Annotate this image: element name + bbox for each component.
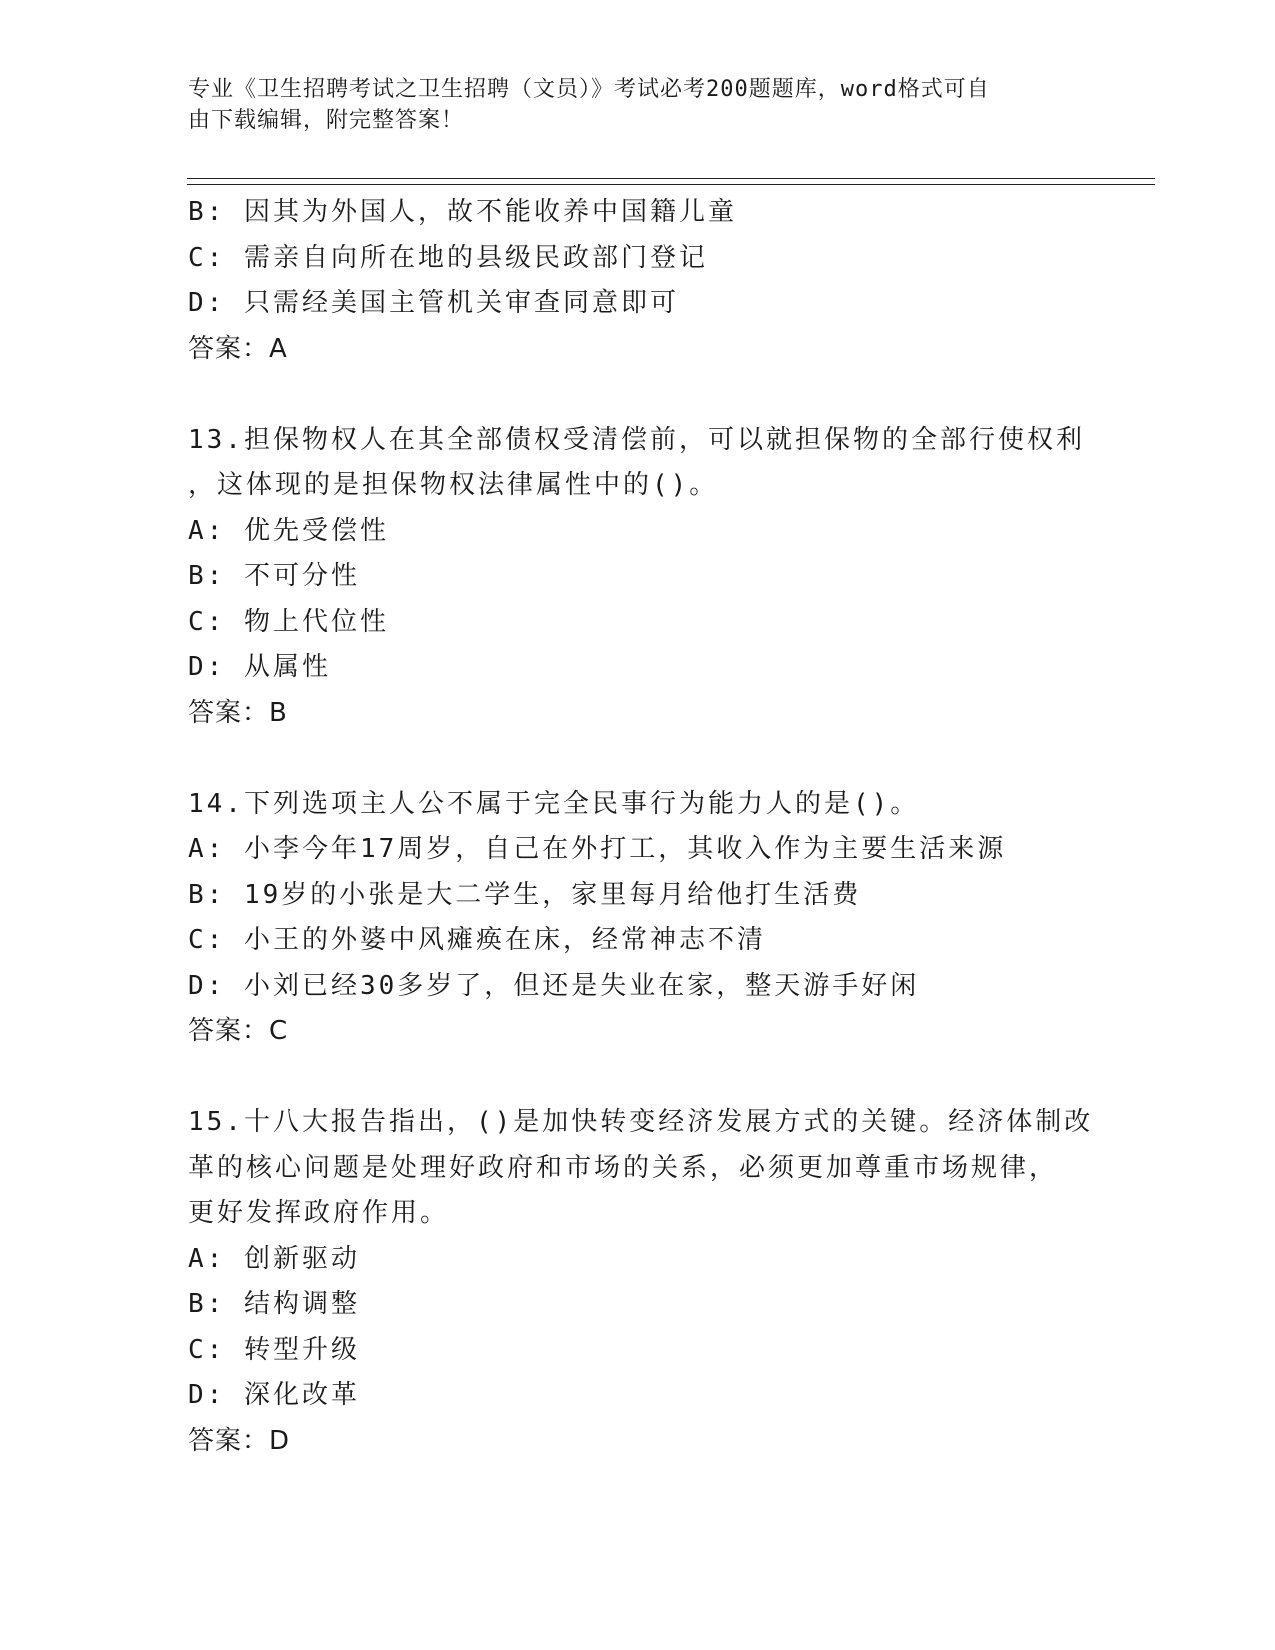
answer: 答案：B [188,697,288,728]
question-stem-line: 14.下列选项主人公不属于完全民事行为能力人的是()。 [188,788,920,819]
option-a: A: 小李今年17周岁，自己在外打工，其收入作为主要生活来源 [188,834,1007,864]
question-15 [188,1100,1094,1464]
option-d: D: 深化改革 [188,1380,360,1410]
option-a: A: 创新驱动 [188,1243,360,1274]
spacer [188,1055,1088,1101]
option-b: B: 19岁的小张是大二学生，家里每月给他打生活费 [188,879,862,910]
option-d: D: 只需经美国主管机关审查同意即可 [188,288,679,318]
option-b: B: 不可分性 [188,561,360,591]
question-stem-line: 13.担保物权人在其全部债权受清偿前，可以就担保物的全部行使权利 [188,424,1085,455]
answer: 答案：D [188,1425,291,1456]
question-stem-line: 更好发挥政府作用。 [188,1198,450,1228]
option-b: B: 结构调整 [188,1289,360,1319]
question-12-tail [188,190,1088,372]
question-14 [188,782,1088,1055]
answer: 答案：A [188,333,288,364]
option-a: A: 优先受偿性 [188,515,389,546]
question-stem-line: 革的核心问题是处理好政府和市场的关系，必须更加尊重市场规律， [188,1152,1059,1183]
option-c: C: 小王的外婆中风瘫痪在床，经常神志不清 [188,925,766,955]
question-13 [188,418,1088,737]
option-c: C: 转型升级 [188,1334,360,1365]
answer: 答案：C [188,1016,289,1046]
header-line-1: 专业《卫生招聘考试之卫生招聘（文员）》考试必考200题题库，word格式可自 [188,77,990,102]
option-c: C: 物上代位性 [188,606,389,637]
spacer [188,372,1088,418]
option-c: C: 需亲自向所在地的县级民政部门登记 [188,242,708,273]
option-b: B: 因其为外国人，故不能收养中国籍儿童 [188,197,737,227]
spacer [188,736,1088,782]
question-stem-line: ，这体现的是担保物权法律属性中的()。 [188,470,719,500]
header-divider [187,178,1155,185]
header-line-2: 由下载编辑，附完整答案！ [188,108,465,133]
question-list [188,190,1094,1464]
option-d: D: 小刘已经30多岁了，但还是失业在家，整天游手好闲 [188,970,920,1001]
document-header [188,74,1088,136]
question-stem-line: 15.十八大报告指出，()是加快转变经济发展方式的关键。经济体制改 [188,1107,1094,1137]
option-d: D: 从属性 [188,652,331,682]
